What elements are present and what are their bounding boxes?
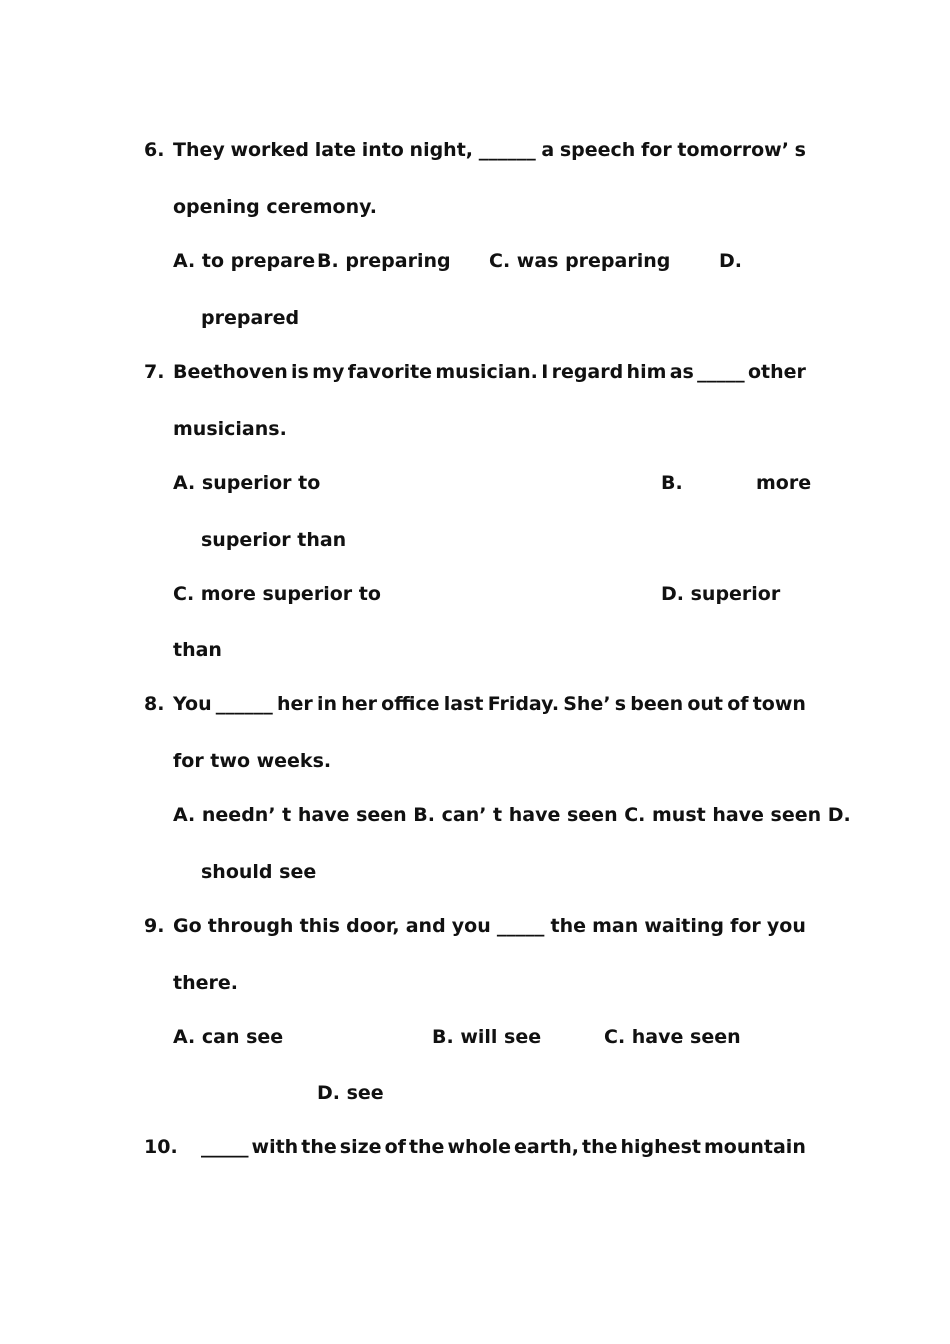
stem-word: been	[630, 693, 684, 715]
question-10-stem-line1	[201, 1135, 806, 1159]
question-6-option-d-label: D.	[719, 250, 742, 272]
stem-word: I	[541, 361, 549, 383]
stem-word: out	[687, 693, 723, 715]
stem-word: speech	[559, 139, 636, 161]
stem-word: this	[299, 915, 340, 937]
question-8-number: 8.	[144, 693, 165, 715]
stem-word: the	[301, 1136, 337, 1158]
stem-word: town	[752, 693, 806, 715]
stem-word: You	[173, 693, 212, 715]
stem-word: highest	[620, 1136, 701, 1158]
question-9-number: 9.	[144, 915, 165, 937]
stem-word: She’	[563, 693, 611, 715]
stem-word: musician.	[435, 361, 538, 383]
question-7-option-a: A. superior to	[173, 472, 321, 494]
question-8-stem-line2: for two weeks.	[173, 750, 332, 772]
stem-word: other	[747, 361, 806, 383]
stem-word: the	[408, 1136, 445, 1158]
question-9-stem-line2: there.	[173, 972, 238, 994]
stem-word: of	[384, 1136, 406, 1158]
stem-word: Go	[173, 915, 202, 937]
stem-word: you	[451, 915, 491, 937]
stem-word: as	[669, 361, 694, 383]
stem-word: s	[614, 693, 627, 715]
stem-word: a	[541, 139, 555, 161]
stem-word: the	[581, 1136, 618, 1158]
stem-word: into	[361, 139, 404, 161]
stem-word: ______	[215, 693, 273, 715]
stem-word: Beethoven	[173, 361, 288, 383]
question-7-number: 7.	[144, 361, 165, 383]
question-9-option-b: B. will see	[432, 1026, 542, 1048]
stem-word: ______	[478, 139, 536, 161]
stem-word: her	[276, 693, 313, 715]
stem-word: and	[405, 915, 446, 937]
stem-word: size	[339, 1136, 382, 1158]
question-6-option-a: A. to prepare	[173, 250, 316, 272]
stem-word: my	[312, 361, 345, 383]
stem-word: s	[794, 139, 806, 161]
question-9-option-c: C. have seen	[604, 1026, 741, 1048]
stem-word: favorite	[347, 361, 433, 383]
stem-word: Friday.	[487, 693, 560, 715]
stem-word: earth,	[514, 1136, 579, 1158]
stem-word: They	[173, 139, 225, 161]
stem-word: last	[443, 693, 484, 715]
question-6-number: 6.	[144, 139, 165, 161]
question-10-number: 10.	[144, 1136, 178, 1158]
stem-word: with	[251, 1136, 299, 1158]
stem-word: tomorrow’	[677, 139, 789, 161]
stem-word: her	[341, 693, 377, 715]
stem-word: man	[592, 915, 639, 937]
stem-word: door,	[346, 915, 400, 937]
question-7-option-d-cont: than	[173, 639, 222, 661]
stem-word: _____	[201, 1136, 249, 1158]
stem-word: waiting	[644, 915, 724, 937]
question-7-option-b-cont: superior than	[201, 529, 347, 551]
stem-word: is	[291, 361, 309, 383]
stem-word: _____	[496, 915, 545, 937]
question-7-option-d: D. superior	[661, 583, 781, 605]
stem-word: in	[316, 693, 337, 715]
stem-word: regard	[551, 361, 624, 383]
question-9-option-a: A. can see	[173, 1026, 284, 1048]
question-6-stem-line2: opening ceremony.	[173, 196, 377, 218]
question-7-stem-line1	[173, 360, 806, 384]
question-7-option-b-label: B.	[661, 472, 683, 494]
question-7-option-c: C. more superior to	[173, 583, 381, 605]
stem-word: worked	[230, 139, 310, 161]
stem-word: the	[550, 915, 586, 937]
stem-word: for	[730, 915, 761, 937]
question-6-option-b: B. preparing	[317, 250, 451, 272]
question-9-stem-line1	[173, 914, 806, 938]
question-6-stem-line1	[173, 138, 806, 162]
stem-word: of	[727, 693, 749, 715]
stem-word: through	[207, 915, 294, 937]
question-7-stem-line2: musicians.	[173, 418, 287, 440]
stem-word: you	[766, 915, 806, 937]
stem-word: for	[641, 139, 672, 161]
stem-word: him	[626, 361, 667, 383]
stem-word: late	[314, 139, 357, 161]
question-8-options-cont: should see	[201, 861, 317, 883]
stem-word: _____	[697, 361, 745, 383]
question-6-option-c: C. was preparing	[489, 250, 671, 272]
question-8-stem-line1	[173, 692, 806, 716]
question-6-option-d-text: prepared	[201, 307, 300, 329]
question-9-option-d: D. see	[317, 1082, 384, 1104]
question-7-option-b-word: more	[756, 472, 812, 494]
stem-word: night,	[409, 139, 474, 161]
stem-word: mountain	[704, 1136, 806, 1158]
stem-word: office	[381, 693, 440, 715]
stem-word: whole	[447, 1136, 512, 1158]
question-8-options: A. needn’ t have seen B. can’ t have seen C. must have seen D.	[173, 804, 851, 826]
